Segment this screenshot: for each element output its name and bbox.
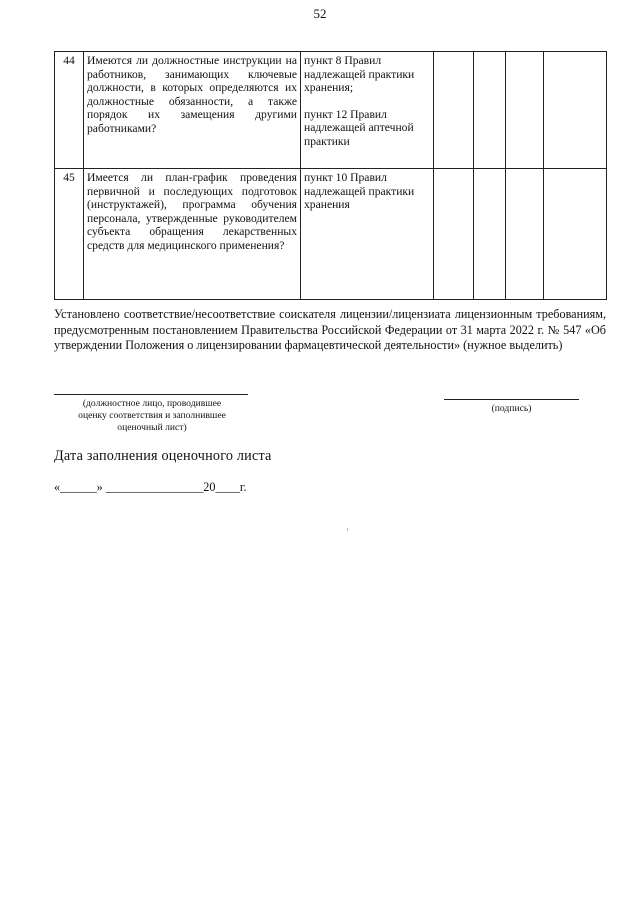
question-text: Имеется ли план-график проведения первичной и последующих подготовок (инструктажей), программа обучения персонала, утвержденные руководителем субъекта обращения лекарственных средств для медицинского применения? — [87, 171, 297, 252]
answer-cell — [506, 52, 544, 169]
requirement-reference: пункт 12 Правил надлежащей аптечной практики — [304, 107, 414, 148]
official-caption-line: оценку соответствия и заполнившее — [78, 410, 226, 422]
row-number: 45 — [55, 169, 84, 300]
answer-cell — [434, 52, 474, 169]
table-row — [55, 52, 607, 169]
question-cell — [84, 169, 301, 300]
answer-cell — [474, 52, 506, 169]
conclusion-paragraph: Установлено соответствие/несоответствие соискателя лицензии/лицензиата лицензионным требованиям, предусмотренным постановлением Правительства Российской Федерации от 31 марта 2022 г. № 547 «Об утверждении Положения о лицензировании фармацевтической деятельности» (нужное выделить) — [54, 307, 606, 353]
answer-cell — [474, 169, 506, 300]
official-caption-line: оценочный лист) — [117, 422, 187, 434]
official-caption-line: (должностное лицо, проводившее — [82, 398, 222, 409]
requirement-reference: пункт 8 Правил надлежащей практики хранения; — [304, 54, 415, 95]
question-text: Имеются ли должностные инструкции на работников, занимающих ключевые должности, в которых определяются их должностные обязанности, а также порядок их замещения другими работниками? — [87, 54, 297, 135]
table-row — [55, 169, 607, 300]
official-signature-line — [54, 394, 248, 395]
requirement-reference: пункт 10 Правил надлежащей практики хранения — [304, 171, 415, 212]
fill-date-title: Дата заполнения оценочного листа — [54, 448, 272, 464]
question-cell — [84, 52, 301, 169]
answer-cell — [506, 169, 544, 300]
row-number: 44 — [55, 52, 84, 169]
signature-line — [444, 399, 579, 400]
answer-cell — [544, 169, 607, 300]
page-number: 52 — [313, 6, 327, 21]
signature-caption: (подпись) — [491, 403, 532, 414]
answer-cell — [544, 52, 607, 169]
scan-speck — [347, 528, 348, 531]
checklist-table — [54, 51, 607, 300]
official-caption — [54, 398, 250, 435]
answer-cell — [434, 169, 474, 300]
requirement-reference-cell — [301, 169, 434, 300]
requirement-reference-cell — [301, 52, 434, 169]
fill-date-field: «______» ________________20____г. — [54, 480, 247, 494]
